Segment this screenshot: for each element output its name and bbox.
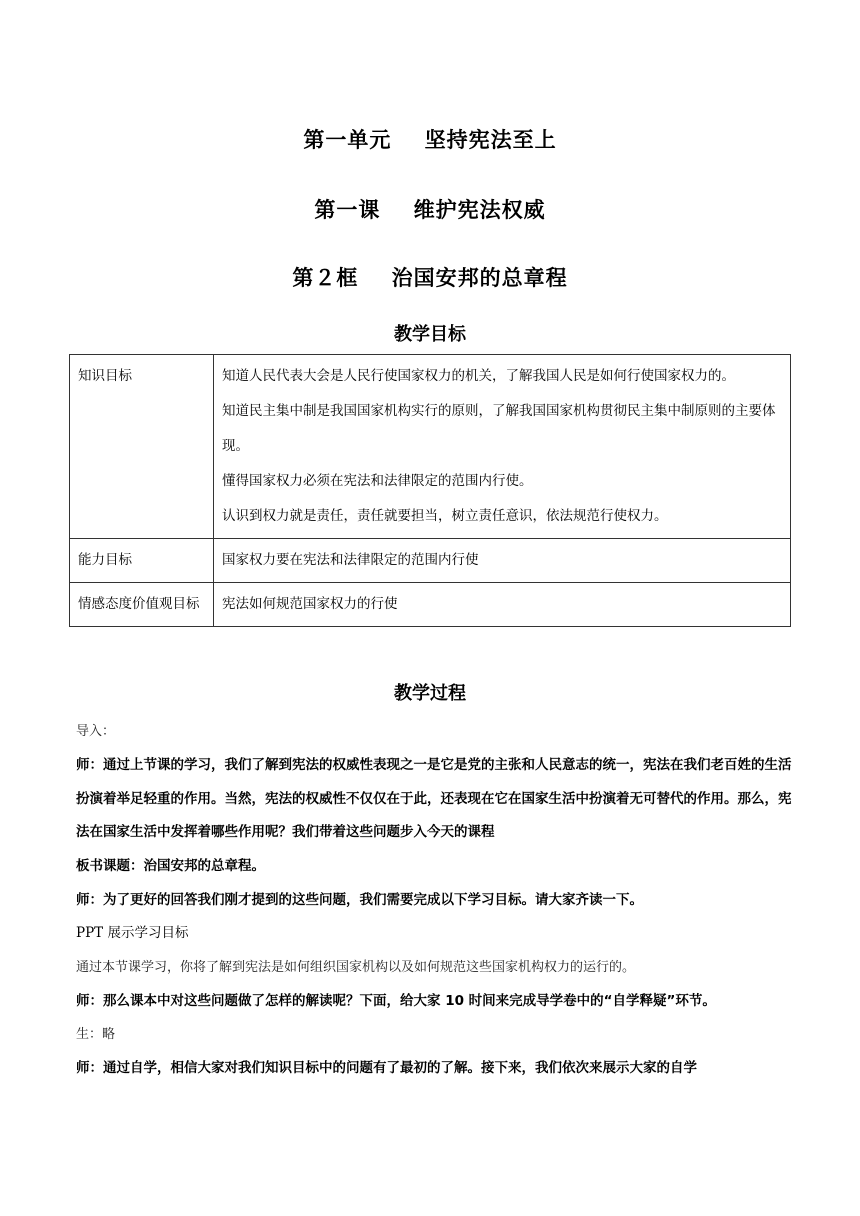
board-title: 板书课题：治国安邦的总章程。 — [76, 858, 265, 874]
goal-line: 知道人民代表大会是人民行使国家权力的机关，了解我国人民是如何行使国家权力的。 — [222, 368, 735, 384]
learning-goal-text: 通过本节课学习，你将了解到宪法是如何组织国家机构以及如何规范这些国家机构权力的运行的。 — [76, 960, 636, 975]
unit-title: 第一单元 坚持宪法至上 — [303, 128, 557, 152]
teacher-paragraph: 师：通过自学，相信大家对我们知识目标中的问题有了最初的了解。接下来，我们依次来展示大家的自学 — [76, 1060, 697, 1076]
process-heading: 教学过程 — [394, 683, 466, 704]
goal-content — [214, 539, 791, 583]
table-row — [70, 355, 791, 539]
goal-content — [214, 583, 791, 627]
goal-line: 知道民主集中制是我国国家机构实行的原则，了解我国国家机构贯彻民主集中制原则的主要体现。 — [222, 403, 776, 454]
goal-line: 国家权力要在宪法和法律限定的范围内行使 — [222, 552, 479, 568]
lesson-title: 第一课 维护宪法权威 — [314, 198, 546, 222]
teacher-paragraph: 师：那么课本中对这些问题做了怎样的解读呢？下面，给大家 10 时间来完成导学卷中的“自学释疑”环节。 — [76, 993, 716, 1009]
ppt-note: PPT 展示学习目标 — [76, 925, 189, 941]
table-row — [70, 583, 791, 627]
goal-line: 认识到权力就是责任，责任就要担当，树立责任意识，依法规范行使权力。 — [222, 508, 668, 524]
goal-line: 懂得国家权力必须在宪法和法律限定的范围内行使。 — [222, 473, 533, 489]
goals-table — [69, 354, 791, 627]
section-title: 第２框 治国安邦的总章程 — [292, 266, 568, 290]
goal-label: 情感态度价值观目标 — [70, 583, 214, 627]
goal-label: 知识目标 — [70, 355, 214, 539]
goals-heading: 教学目标 — [394, 324, 466, 345]
goal-line: 宪法如何规范国家权力的行使 — [222, 596, 398, 612]
student-reply: 生：略 — [76, 1027, 116, 1042]
table-row — [70, 539, 791, 583]
intro-label: 导入： — [76, 724, 116, 739]
goal-label: 能力目标 — [70, 539, 214, 583]
teacher-paragraph: 师：通过上节课的学习，我们了解到宪法的权威性表现之一是它是党的主张和人民意志的统一，宪法在我们老百姓的生活扮演着举足轻重的作用。当然，宪法的权威性不仅仅在于此，还表现在它在国家生活中扮演着无可替代的作用。那么，宪法在国家生活中发挥着哪些作用呢？我们带着这些问题步入今天的课程 — [76, 757, 792, 840]
goal-content — [214, 355, 791, 539]
teacher-paragraph: 师：为了更好的回答我们刚才提到的这些问题，我们需要完成以下学习目标。请大家齐读一下。 — [76, 892, 643, 908]
